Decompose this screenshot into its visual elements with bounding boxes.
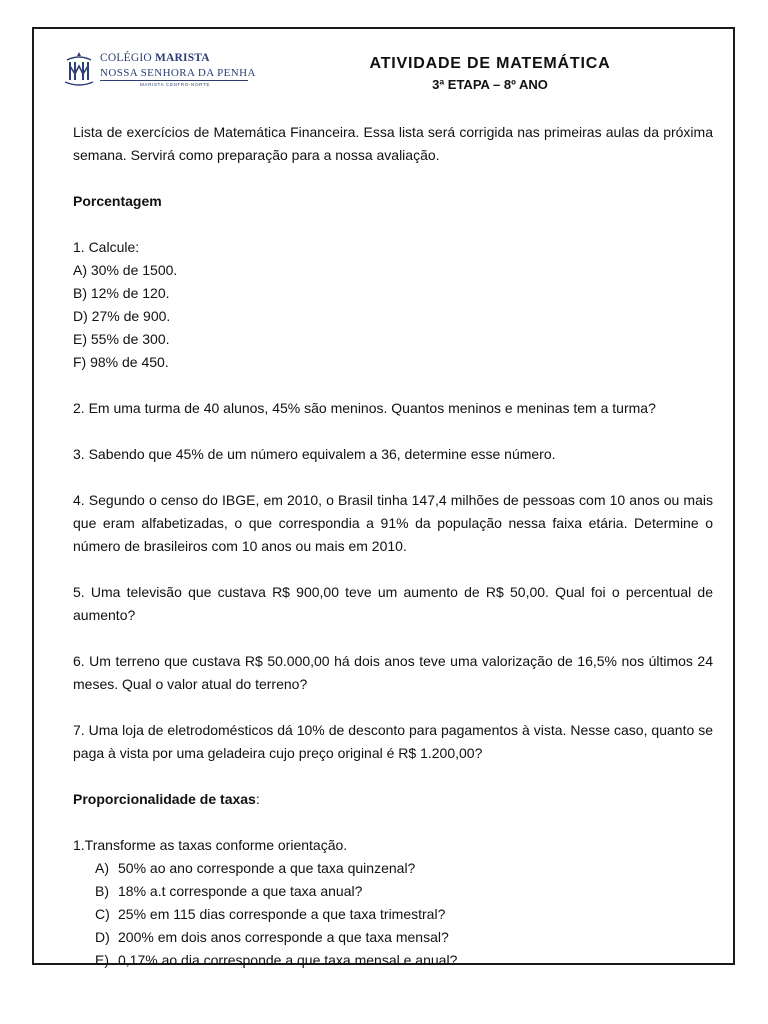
document-body (73, 121, 713, 972)
logo-line-3: MARISTA CENTRO-NORTE (140, 82, 211, 87)
question-1-item: A) 30% de 1500. (73, 262, 178, 278)
logo-line-2: NOSSA SENHORA DA PENHA (100, 67, 256, 79)
question-3: 3. Sabendo que 45% de um número equivalem a 36, determine esse número. (73, 446, 556, 462)
question-4: 4. Segundo o censo do IBGE, em 2010, o Brasil tinha 147,4 milhões de pessoas com 10 anos ou mais que eram alfabetizadas, o que correspondia a 91% da população nessa faixa etária. Determine o número de brasileiros com 10 anos ou mais em 2010. (73, 492, 713, 554)
intro-paragraph: Lista de exercícios de Matemática Financeira. Essa lista será corrigida nas primeiras aulas da próxima semana. Servirá como preparação para a nossa avaliação. (73, 124, 713, 163)
section-title-porcentagem: Porcentagem (73, 193, 162, 209)
list-item: E) 0,17% ao dia corresponde a que taxa mensal e anual? (95, 952, 458, 968)
marista-emblem-icon (62, 50, 96, 88)
question-1-item: B) 12% de 120. (73, 285, 170, 301)
question-6: 6. Um terreno que custava R$ 50.000,00 há dois anos teve uma valorização de 16,5% nos últimos 24 meses. Qual o valor atual do terreno? (73, 653, 713, 692)
section2-question-1-list (73, 857, 713, 972)
question-1-item: E) 55% de 300. (73, 331, 170, 347)
question-1-item: D) 27% de 900. (73, 308, 171, 324)
question-5: 5. Uma televisão que custava R$ 900,00 teve um aumento de R$ 50,00. Qual foi o percentual de aumento? (73, 584, 713, 623)
logo-line-1: COLÉGIO MARISTA (100, 52, 210, 64)
list-item: B) 18% a.t corresponde a que taxa anual? (95, 883, 363, 899)
page-subtitle: 3ª ETAPA – 8º ANO (432, 77, 548, 92)
list-item: A) 50% ao ano corresponde a que taxa quinzenal? (95, 860, 416, 876)
list-item: C) 25% em 115 dias corresponde a que taxa trimestral? (95, 906, 446, 922)
question-2: 2. Em uma turma de 40 alunos, 45% são meninos. Quantos meninos e meninas tem a turma? (73, 400, 656, 416)
school-logo (62, 48, 256, 94)
logo-rule (100, 80, 248, 81)
section2-question-1-title: 1.Transforme as taxas conforme orientação. (73, 837, 348, 853)
section-title-proporcionalidade: Proporcionalidade de taxas: (73, 791, 260, 807)
list-item: D) 200% em dois anos corresponde a que taxa mensal? (95, 929, 449, 945)
question-1-title: 1. Calcule: (73, 239, 140, 255)
question-1-item: F) 98% de 450. (73, 354, 169, 370)
question-7: 7. Uma loja de eletrodomésticos dá 10% de desconto para pagamentos à vista. Nesse caso, quanto se paga à vista por uma geladeira cujo preço original é R$ 1.200,00? (73, 722, 713, 761)
page-title: ATIVIDADE DE MATEMÁTICA (369, 55, 611, 72)
